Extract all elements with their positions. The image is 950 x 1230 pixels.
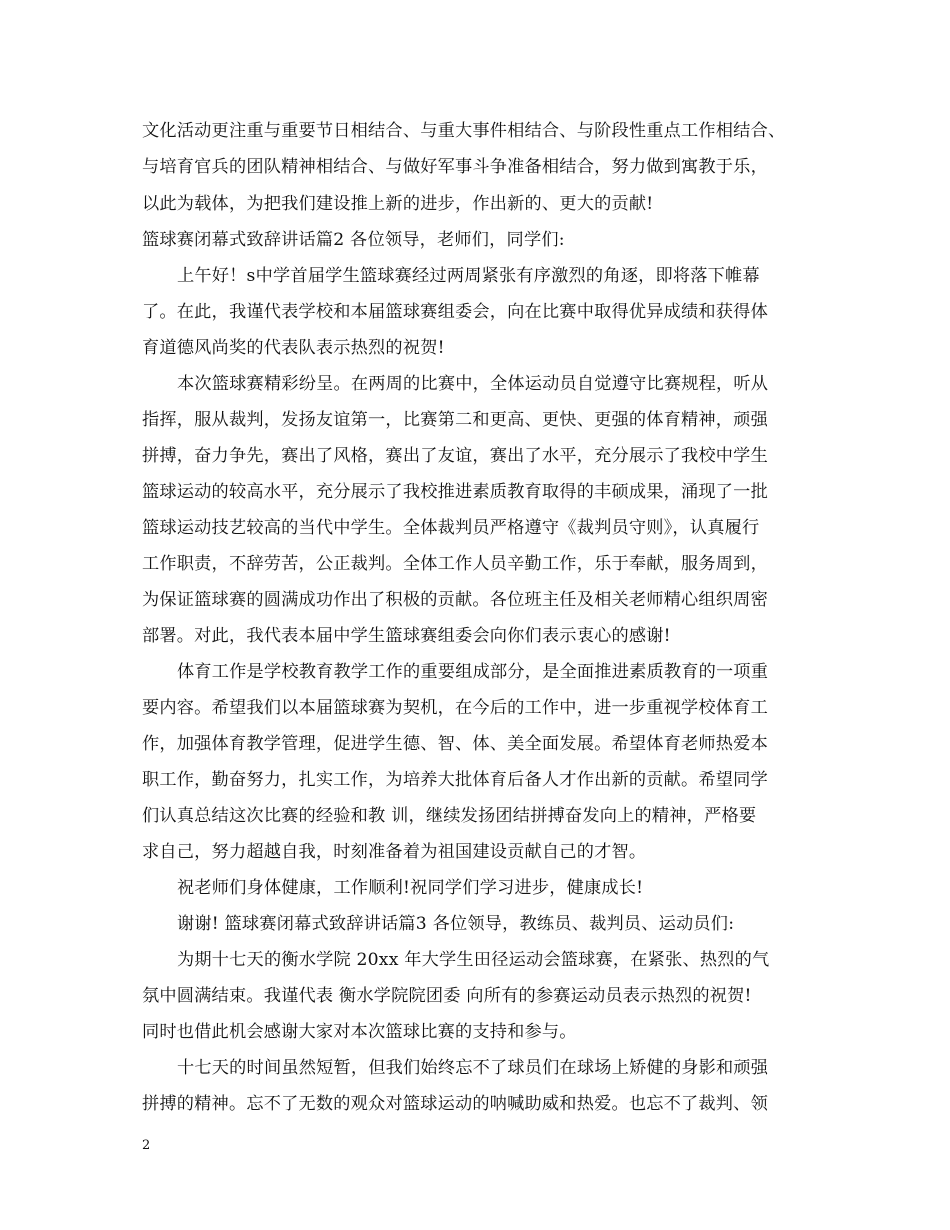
text-line: 为保证篮球赛的圆满成功作出了积极的贡献。各位班主任及相关老师精心组织周密 xyxy=(142,590,768,610)
text-line: 拼搏，奋力争先，赛出了风格，赛出了友谊，赛出了水平，充分展示了我校中学生 xyxy=(142,446,768,466)
page-number: 2 xyxy=(142,1138,151,1153)
text-line: 本次篮球赛精彩纷呈。在两周的比赛中，全体运动员自觉遵守比赛规程，听从 xyxy=(177,374,769,394)
text-line: 职工作，勤奋努力，扎实工作，为培养大批体育后备人才作出新的贡献。希望同学 xyxy=(142,770,768,790)
text-line: 工作职责，不辞劳苦，公正裁判。全体工作人员辛勤工作，乐于奉献，服务周到， xyxy=(142,554,768,574)
text-line: 体育工作是学校教育教学工作的重要组成部分，是全面推进素质教育的一项重 xyxy=(177,662,769,682)
text-line: 祝老师们身体健康，工作顺利!祝同学们学习进步，健康成长! xyxy=(177,878,644,898)
text-line: 十七天的时间虽然短暂，但我们始终忘不了球员们在球场上矫健的身影和顽强 xyxy=(177,1058,769,1078)
text-line: 与培育官兵的团队精神相结合、与做好军事斗争准备相结合，努力做到寓教于乐， xyxy=(142,157,768,177)
text-line: 部署。对此，我代表本届中学生篮球赛组委会向你们表示衷心的感谢! xyxy=(142,626,671,646)
text-line: 以此为载体，为把我们建设推上新的进步，作出新的、更大的贡献! xyxy=(142,194,654,214)
text-line: 为期十七天的衡水学院 20xx 年大学生田径运动会篮球赛，在紧张、热烈的气 xyxy=(177,950,770,970)
text-line: 文化活动更注重与重要节日相结合、与重大事件相结合、与阶段性重点工作相结合、 xyxy=(142,121,786,141)
text-line: 求自己，努力超越自我，时刻准备着为祖国建设贡献自己的才智。 xyxy=(142,842,647,862)
section-heading-line: 篮球赛闭幕式致辞讲话篇2 各位领导，老师们，同学们: xyxy=(142,230,565,250)
text-line: 篮球运动的较高水平，充分展示了我校推进素质教育取得的丰硕成果，涌现了一批 xyxy=(142,482,768,502)
text-line: 上午好！s中学首届学生篮球赛经过两周紧张有序激烈的角逐，即将落下帷幕 xyxy=(177,266,760,286)
text-line: 篮球运动技艺较高的当代中学生。全体裁判员严格遵守《裁判员守则》，认真履行 xyxy=(142,518,760,538)
text-line: 育道德风尚奖的代表队表示热烈的祝贺! xyxy=(142,338,445,358)
text-line: 同时也借此机会感谢大家对本次篮球比赛的支持和参与。 xyxy=(142,1022,577,1042)
text-line: 氛中圆满结束。我谨代表 衡水学院院团委 向所有的参赛运动员表示热烈的祝贺! xyxy=(142,986,752,1006)
text-line: 作，加强体育教学管理，促进学生德、智、体、美全面发展。希望体育老师热爱本 xyxy=(142,734,768,754)
text-line: 拼搏的精神。忘不了无数的观众对篮球运动的呐喊助威和热爱。也忘不了裁判、领 xyxy=(142,1094,768,1114)
text-line: 了。在此，我谨代表学校和本届篮球赛组委会，向在比赛中取得优异成绩和获得体 xyxy=(142,302,768,322)
text-line: 指挥，服从裁判，发扬友谊第一，比赛第二和更高、更快、更强的体育精神，顽强 xyxy=(142,410,768,430)
text-line: 要内容。希望我们以本届篮球赛为契机，在今后的工作中，进一步重视学校体育工 xyxy=(142,698,768,718)
text-line: 们认真总结这次比赛的经验和教 训，继续发扬团结拼搏奋发向上的精神，严格要 xyxy=(142,806,757,826)
section-heading-line: 谢谢! 篮球赛闭幕式致辞讲话篇3 各位领导，教练员、裁判员、运动员们: xyxy=(177,914,735,934)
